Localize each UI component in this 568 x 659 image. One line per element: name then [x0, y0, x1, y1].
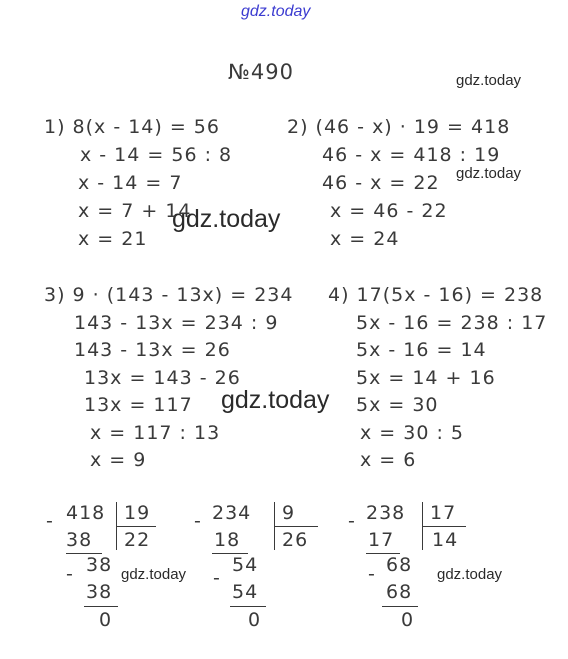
- division-3-subtract-1: 17: [368, 529, 395, 551]
- p2-line-5: x = 24: [330, 228, 400, 250]
- division-2-result: 0: [248, 609, 262, 631]
- minus-sign: -: [66, 563, 74, 585]
- division-2-divisor-line: [274, 526, 318, 527]
- division-3-dividend: 238: [366, 502, 406, 524]
- exercise-number: №490: [228, 60, 294, 84]
- p4-line-6: x = 30 : 5: [360, 422, 464, 444]
- p2-line-3: 46 - x = 22: [322, 172, 440, 194]
- p1-line-3: x - 14 = 7: [78, 172, 183, 194]
- p3-line-7: x = 9: [90, 449, 147, 471]
- division-2-subtract-2: 54: [232, 581, 259, 603]
- p2-line-1: 2) (46 - x) · 19 = 418: [287, 116, 511, 138]
- p3-line-4: 13x = 143 - 26: [84, 367, 241, 389]
- minus-sign: -: [194, 510, 202, 532]
- division-2-dividend: 234: [212, 502, 252, 524]
- watermark-center-2: gdz.today: [221, 386, 330, 414]
- p3-line-1: 3) 9 · (143 - 13x) = 234: [44, 284, 294, 306]
- p4-line-7: x = 6: [360, 449, 417, 471]
- minus-sign: -: [348, 510, 356, 532]
- p4-line-2: 5x - 16 = 238 : 17: [356, 312, 548, 334]
- p3-line-6: x = 117 : 13: [90, 422, 221, 444]
- p3-line-2: 143 - 13x = 234 : 9: [74, 312, 279, 334]
- p4-line-3: 5x - 16 = 14: [356, 339, 487, 361]
- minus-sign: -: [46, 510, 54, 532]
- division-1-divisor: 19: [124, 502, 151, 524]
- p2-line-4: x = 46 - 22: [330, 200, 448, 222]
- watermark-right-2: gdz.today: [456, 165, 522, 182]
- division-2-subtract-1: 18: [214, 529, 241, 551]
- division-2-remainder-1: 54: [232, 554, 259, 576]
- division-1-subtract-2: 38: [86, 581, 113, 603]
- p1-line-4: x = 7 + 14: [78, 200, 192, 222]
- division-1-dividend: 418: [66, 502, 106, 524]
- division-1-result: 0: [99, 609, 113, 631]
- division-1-divisor-line: [116, 526, 156, 527]
- p4-line-5: 5x = 30: [356, 394, 439, 416]
- p2-line-2: 46 - x = 418 : 19: [322, 144, 501, 166]
- division-1-quotient: 22: [124, 529, 151, 551]
- p1-line-2: x - 14 = 56 : 8: [80, 144, 233, 166]
- watermark-bottom-right: gdz.today: [437, 566, 503, 583]
- p4-line-4: 5x = 14 + 16: [356, 367, 496, 389]
- division-2-divisor: 9: [282, 502, 296, 524]
- watermark-top: gdz.today: [241, 3, 311, 20]
- division-3-subtract-2: 68: [386, 581, 413, 603]
- division-1-subtract-1: 38: [66, 529, 93, 551]
- p3-line-5: 13x = 117: [84, 394, 193, 416]
- division-3-remainder-1: 68: [386, 554, 413, 576]
- division-3-quotient: 14: [432, 529, 459, 551]
- minus-sign: -: [368, 563, 376, 585]
- division-3-divisor-line: [422, 526, 466, 527]
- division-3-result: 0: [401, 609, 415, 631]
- watermark-right-1: gdz.today: [456, 72, 522, 89]
- minus-sign: -: [213, 567, 221, 589]
- p1-line-1: 1) 8(x - 14) = 56: [44, 116, 220, 138]
- watermark-bottom-left: gdz.today: [121, 566, 187, 583]
- division-3-divisor: 17: [430, 502, 457, 524]
- division-1-line-2: [84, 606, 118, 607]
- division-2-line-2: [230, 606, 266, 607]
- watermark-center-1: gdz.today: [172, 205, 281, 233]
- p4-line-1: 4) 17(5x - 16) = 238: [328, 284, 544, 306]
- p3-line-3: 143 - 13x = 26: [74, 339, 231, 361]
- division-2-quotient: 26: [282, 529, 309, 551]
- division-3-line-2: [382, 606, 418, 607]
- p1-line-5: x = 21: [78, 228, 148, 250]
- division-1-remainder-1: 38: [86, 554, 113, 576]
